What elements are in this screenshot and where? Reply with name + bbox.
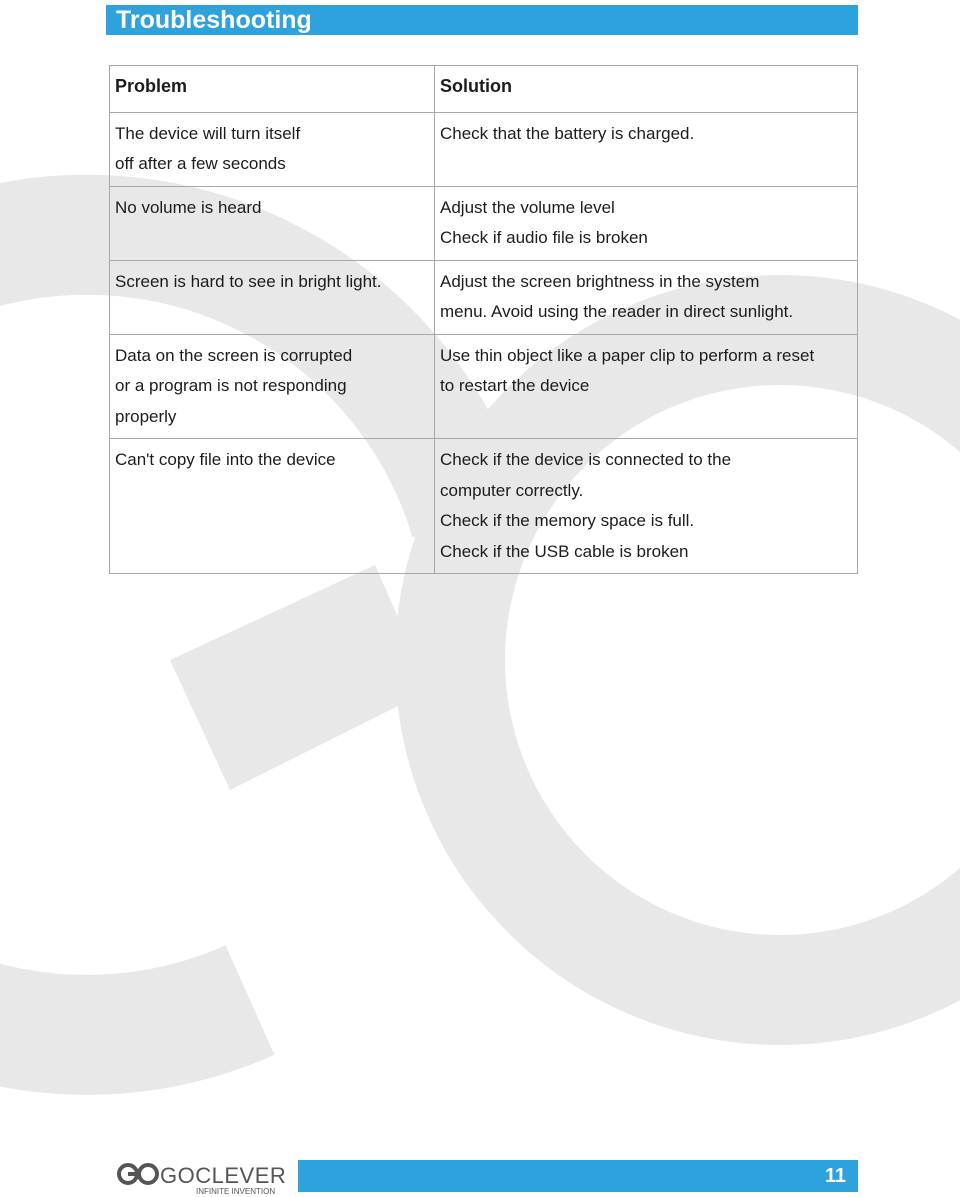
solution-line: Use thin object like a paper clip to perform a reset <box>440 345 815 365</box>
logo-brand-text: GOCLEVER <box>160 1163 287 1188</box>
problem-cell <box>110 439 435 574</box>
problem-cell <box>110 334 435 439</box>
solution-line: Adjust the volume level <box>440 197 615 217</box>
solution-line: Check if the device is connected to the <box>440 450 732 469</box>
solution-line: computer correctly. <box>440 480 584 500</box>
problem-line: No volume is heard <box>115 197 262 217</box>
problem-line: properly <box>115 406 177 426</box>
column-header-solution: Solution <box>435 66 858 113</box>
logo-tagline-text: INFINITE INVENTION <box>196 1187 276 1196</box>
page-number: 11 <box>824 1165 846 1187</box>
problem-cell <box>110 112 435 186</box>
solution-line: Check if audio file is broken <box>440 228 648 247</box>
problem-cell <box>110 186 435 260</box>
watermark-g-bar <box>170 565 430 790</box>
solution-cell <box>435 334 858 439</box>
solution-line: to restart the device <box>440 376 590 395</box>
table-header-row <box>110 66 858 113</box>
solution-cell <box>435 112 858 186</box>
solution-cell <box>435 439 858 574</box>
problem-line: Data on the screen is corrupted <box>115 345 353 365</box>
troubleshooting-table <box>109 65 858 574</box>
problem-line: Can't copy file into the device <box>115 450 336 469</box>
solution-line: menu. Avoid using the reader in direct sunlight. <box>440 302 794 321</box>
title-bar <box>106 5 858 35</box>
table-row <box>110 439 858 574</box>
table-row <box>110 334 858 439</box>
table-row <box>110 260 858 334</box>
logo-o-mark <box>139 1165 157 1183</box>
problem-line: The device will turn itself <box>115 123 301 143</box>
problem-line: or a program is not responding <box>115 376 347 395</box>
solution-cell <box>435 260 858 334</box>
footer-bar <box>298 1160 858 1192</box>
problem-line: Screen is hard to see in bright light. <box>115 271 382 291</box>
table-row <box>110 186 858 260</box>
goclever-logo <box>116 1160 288 1196</box>
solution-line: Check if the USB cable is broken <box>440 541 689 561</box>
problem-cell <box>110 260 435 334</box>
solution-line: Check if the memory space is full. <box>440 511 695 530</box>
solution-cell <box>435 186 858 260</box>
logo-g-notch <box>128 1172 137 1176</box>
solution-line: Adjust the screen brightness in the system <box>440 271 760 291</box>
solution-line: Check that the battery is charged. <box>440 123 695 143</box>
table-row <box>110 112 858 186</box>
problem-line: off after a few seconds <box>115 154 286 173</box>
column-header-problem: Problem <box>110 66 435 113</box>
page-title: Troubleshooting <box>116 6 312 34</box>
